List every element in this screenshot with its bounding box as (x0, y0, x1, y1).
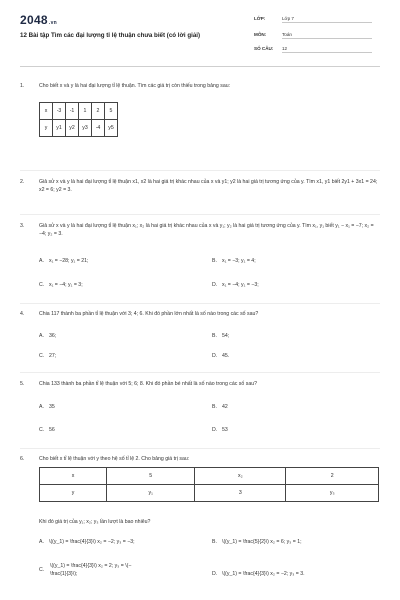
q4-option-b[interactable] (212, 333, 229, 339)
q6-option-b[interactable] (212, 539, 302, 545)
table-cell: y (40, 485, 107, 502)
option-letter: C. (39, 567, 45, 573)
q5-option-a[interactable] (39, 404, 55, 410)
q4-option-a[interactable] (39, 333, 56, 339)
logo-suffix: .vn (48, 20, 58, 26)
table-cell: y₁ (107, 485, 195, 502)
option-letter: A. (39, 539, 44, 545)
meta-question-count (254, 46, 380, 53)
question-text: Khi đó giá trị của y₁; x₂; y₃ lần lượt là bao nhiêu? (39, 519, 151, 525)
document-title: 12 Bài tập Tìm các đại lượng tỉ lệ thuận chưa biết (có lời giải) (20, 32, 201, 39)
option-letter: D. (212, 282, 218, 288)
table-cell: x (40, 103, 53, 120)
table-cell: 3 (195, 485, 286, 502)
meta-label: MÔN: (254, 32, 267, 37)
table-cell: y5 (105, 120, 118, 137)
option-text: 53 (222, 427, 228, 433)
table-cell: x (40, 468, 107, 485)
option-text: \((y_1) = \frac{4}{3}\) x₂ = −2; y₃ = −3; (49, 539, 135, 545)
table-cell: y2 (66, 120, 79, 137)
q6-option-a[interactable] (39, 539, 135, 545)
question-6 (20, 455, 380, 465)
question-2 (20, 178, 380, 196)
section-divider (20, 214, 380, 215)
question-1 (20, 82, 380, 92)
table-row (40, 485, 379, 502)
q3-option-a[interactable] (39, 258, 88, 264)
header-divider (20, 66, 380, 67)
option-letter: D. (212, 571, 218, 577)
option-text-line: \frac{1}{3}\); (50, 571, 78, 577)
option-letter: D. (212, 427, 218, 433)
option-text (50, 562, 131, 578)
section-divider (20, 170, 380, 171)
question-number: 1. (20, 83, 25, 89)
option-letter: B. (212, 333, 217, 339)
table-row (40, 120, 118, 137)
question-text: Giả sử x và y là hai đại lượng tỉ lệ thuận x₁; x₂ là hai giá trị khác nhau của x và y₁; y₂ là hai giá trị tương ứng của y. Tìm x₁, y₁ biết y₁ − x₁ = −7; x₂ = −4; y₂ = 3. (39, 223, 374, 237)
option-letter: B. (212, 258, 217, 264)
option-text: 42 (222, 404, 228, 410)
table-cell: -4 (92, 120, 105, 137)
option-text: x₁ = −4; y₁ = −3; (222, 282, 259, 288)
meta-subject (254, 32, 380, 39)
table-cell: y₃ (286, 485, 379, 502)
option-text-line: \((y_1) = \frac{4}{3}\) x₂ = 2; y₃ = \(− (50, 563, 132, 569)
option-letter: C. (39, 282, 45, 288)
option-text: x₁ = −3; y₁ = 4; (222, 258, 256, 264)
q3-option-d[interactable] (212, 282, 259, 288)
question-4 (20, 310, 380, 320)
q6-value-table (39, 467, 379, 502)
logo-text: 2048 (20, 13, 48, 27)
option-text: \((y_1) = \frac{4}{3}\) x₂ = −2; y₃ = 3. (222, 571, 305, 577)
site-logo[interactable] (20, 13, 57, 27)
q5-option-b[interactable] (212, 404, 228, 410)
meta-label: SỐ CÂU: (254, 46, 274, 51)
q3-option-c[interactable] (39, 282, 83, 288)
option-text: 35 (49, 404, 55, 410)
table-cell: y1 (53, 120, 66, 137)
table-cell: 2 (286, 468, 379, 485)
question-text: Cho biết x tỉ lệ thuận với y theo hệ số tỉ lệ 2. Cho bảng giá trị sau: (39, 456, 190, 462)
question-number: 5. (20, 381, 25, 387)
table-cell: x₂ (195, 468, 286, 485)
option-letter: B. (212, 539, 217, 545)
section-divider (20, 448, 380, 449)
option-text: x₁ = −28; y₁ = 21; (49, 258, 89, 264)
option-text: x₁ = −4; y₁ = 3; (49, 282, 83, 288)
q3-option-b[interactable] (212, 258, 256, 264)
meta-grade (254, 16, 380, 23)
option-letter: C. (39, 353, 45, 359)
table-cell: 5 (105, 103, 118, 120)
table-cell: y (40, 120, 53, 137)
table-cell: 1 (79, 103, 92, 120)
question-number: 6. (20, 456, 25, 462)
table-cell: 5 (107, 468, 195, 485)
table-row (40, 103, 118, 120)
q6-sub-question (20, 518, 380, 528)
option-text: 27; (49, 353, 57, 359)
option-letter: A. (39, 258, 44, 264)
question-number: 3. (20, 223, 25, 229)
question-text: Giả sử x và y là hai đại lượng tỉ lệ thuận x1, x2 là hai giá trị khác nhau của x và y1; y2 là hai giá trị tương ứng của y. Tìm x1, y1 biết 2y1 + 3x1 = 24; x2 = 6; y2 = 3. (39, 179, 378, 193)
meta-value: 12 (282, 46, 372, 53)
table-cell: -1 (66, 103, 79, 120)
q4-option-c[interactable] (39, 353, 56, 359)
option-text: 45. (222, 353, 230, 359)
option-letter: A. (39, 404, 44, 410)
option-text: 54; (222, 333, 230, 339)
meta-label: LỚP: (254, 16, 266, 21)
question-text: Cho biết x và y là hai đại lượng tỉ lệ thuận. Tìm các giá trị còn thiếu trong bảng sau: (39, 83, 231, 89)
q4-option-d[interactable] (212, 353, 229, 359)
question-5 (20, 380, 380, 390)
q1-value-table (39, 102, 118, 137)
question-text: Chia 117 thành ba phần tỉ lệ thuận với 3; 4; 6. Khi đó phần lớn nhất là số nào trong các số sau? (39, 311, 259, 317)
option-text: \((y_1) = \frac{5}{2}\) x₂ = 6; y₃ = 1; (222, 539, 302, 545)
section-divider (20, 372, 380, 373)
table-cell: 2 (92, 103, 105, 120)
q6-option-d[interactable] (212, 571, 305, 577)
table-cell: y3 (79, 120, 92, 137)
section-divider (20, 303, 380, 304)
meta-value: Lớp 7 (282, 16, 372, 23)
question-3 (20, 222, 380, 240)
question-number: 2. (20, 179, 25, 185)
table-cell: -3 (53, 103, 66, 120)
option-text: 36; (49, 333, 57, 339)
meta-value: Toán (282, 32, 372, 39)
option-letter: B. (212, 404, 217, 410)
option-letter: C. (39, 427, 45, 433)
option-letter: A. (39, 333, 44, 339)
question-text: Chia 133 thành ba phần tỉ lệ thuận với 5; 6; 8. Khi đó phần bé nhất là số nào trong các số sau? (39, 381, 257, 387)
question-number: 4. (20, 311, 25, 317)
option-text: 56 (49, 427, 55, 433)
q5-option-d[interactable] (212, 427, 228, 433)
option-letter: D. (212, 353, 218, 359)
table-row (40, 468, 379, 485)
q5-option-c[interactable] (39, 427, 55, 433)
